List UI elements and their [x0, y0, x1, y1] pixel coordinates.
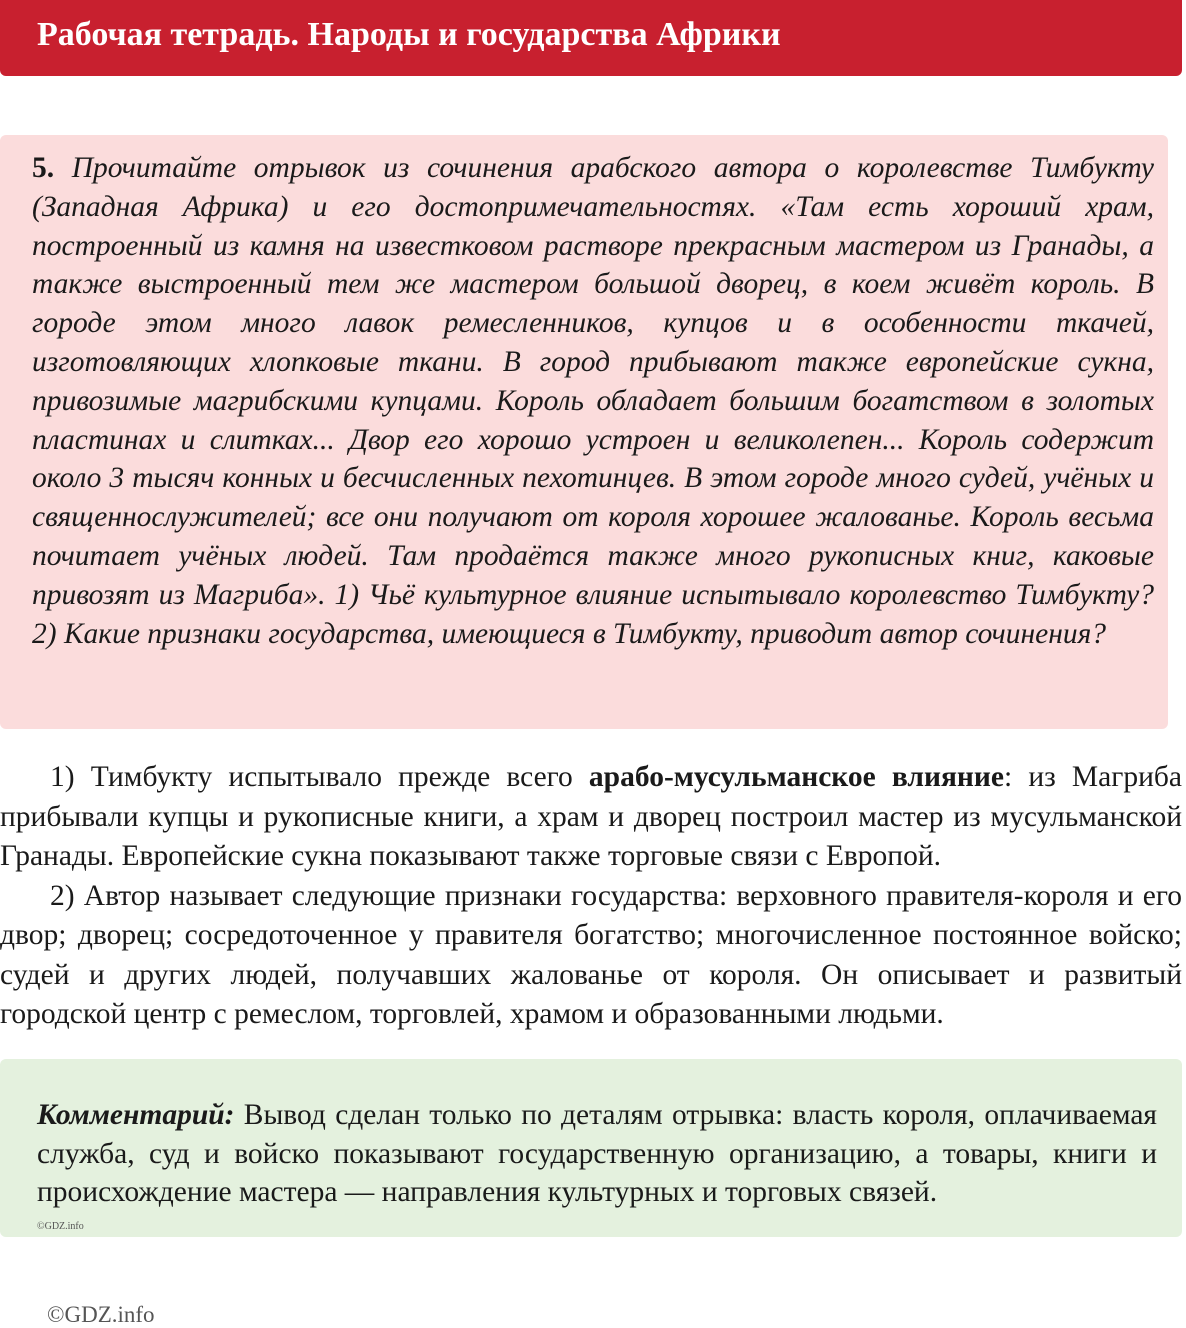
comment-label: Комментарий:: [37, 1099, 235, 1131]
task-number: 5.: [32, 152, 55, 184]
comment-box: [0, 1059, 1182, 1237]
footer-watermark: ©GDZ.info: [47, 1302, 155, 1327]
answer-paragraph-1: [0, 758, 1182, 877]
answer-block: [0, 758, 1182, 1035]
answer-p1-end: : из Магриба прибывали купцы и рукописные книги, а храм и дворец построил мастер из мусульманской Гранады. Европейские сукна показывают также торговые связи с Европой.: [0, 761, 1182, 872]
comment-text-block: [37, 1096, 1157, 1212]
answer-paragraph-2: 2) Автор называет следующие признаки государства: верховного правителя-короля и его двор; дворец; сосредоточенное у правителя богатство; многочисленное постоянное войско; судей и других людей, получавших жалованье от короля. Он описывает и развитый городской центр с ремеслом, торговлей, храмом и образованными людьми.: [0, 879, 1182, 1030]
page-title: Рабочая тетрадь. Народы и государства Африки: [37, 16, 781, 53]
header-banner: [0, 0, 1182, 76]
task-text: Прочитайте отрывок из сочинения арабского автора о королевстве Тимбукту (Западная Африка) и его достопримечательностях. «Там есть хороший храм, построенный из камня на известковом растворе прекрасным мастером из Гранады, а также выстроенный тем же мастером большой дворец, в коем живёт король. В городе этом много лавок ремесленников, купцов и в особенности ткачей, изготовляющих хлопковые ткани. В город прибывают также европейские сукна, привозимые магрибскими купцами. Король обладает большим богатством в золотых пластинах и слитках... Двор его хорошо устроен и великолепен... Король содержит около 3 тысяч конных и бесчисленных пехотинцев. В этом городе много судей, учёных и священнослужителей; все они получают от короля хорошее жалованье. Король весьма почитает учёных людей. Там продаётся также много рукописных книг, каковые привозят из Магриба». 1) Чьё культурное влияние испытывало королевство Тимбукту? 2) Какие признаки государства, имеющиеся в Тимбукту, приводит автор сочинения?: [32, 152, 1154, 650]
task-box: [0, 135, 1168, 729]
comment-text: Вывод сделан только по деталям отрывка: власть короля, оплачиваемая служба, суд и войско показывают государственную организацию, а товары, книги и происхождение мастера — направления культурных и торговых связей.: [37, 1099, 1157, 1208]
answer-p1-start: 1) Тимбукту испытывало прежде всего: [50, 761, 589, 793]
answer-p1-bold: арабо-мусульманское влияние: [588, 761, 1005, 793]
small-watermark: ©GDZ.info: [37, 1221, 84, 1232]
task-text-block: [32, 149, 1154, 653]
